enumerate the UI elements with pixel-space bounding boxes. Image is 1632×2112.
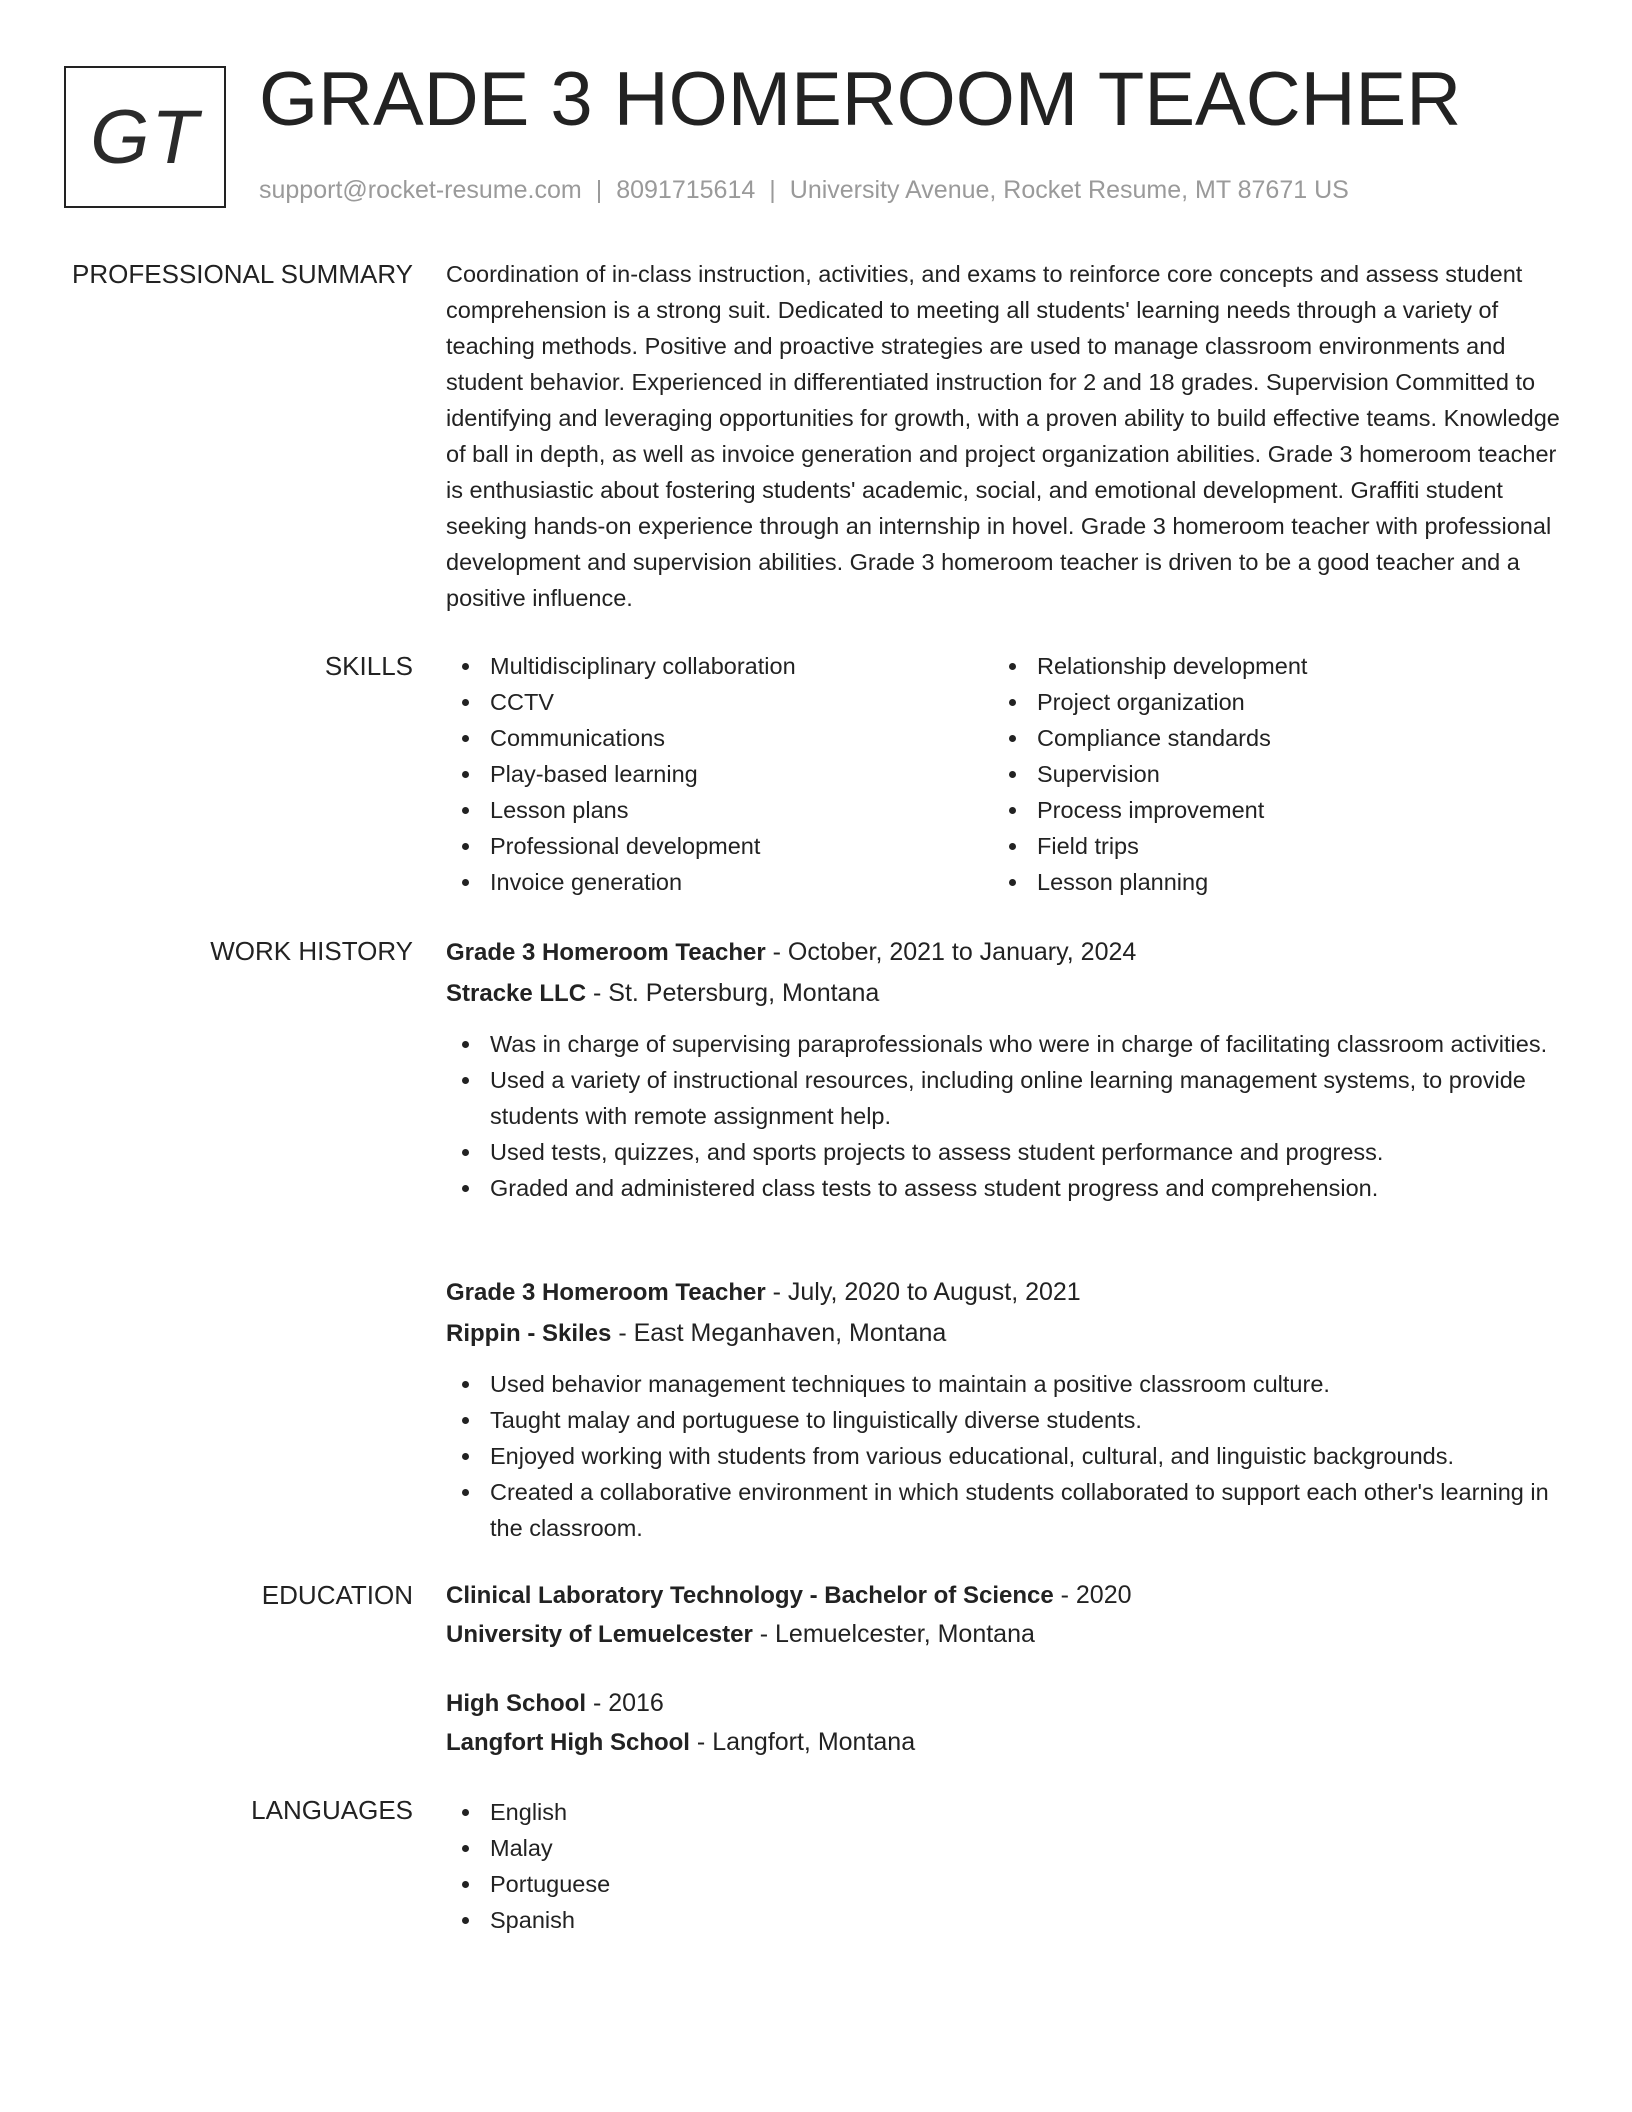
- job-company-line: [446, 1313, 1566, 1354]
- education-school-line: [446, 1615, 1566, 1654]
- education-degree-line: [446, 1684, 1566, 1723]
- job-title-line: [446, 1272, 1566, 1313]
- job-bullet: Used tests, quizzes, and sports projects to assess student performance and progress.: [446, 1134, 1566, 1170]
- education-entry: [446, 1576, 1566, 1654]
- education-degree: Clinical Laboratory Technology - Bachelor of Science: [446, 1582, 1054, 1609]
- job-company-line: [446, 973, 1566, 1014]
- language-item: English: [446, 1794, 1566, 1830]
- skill-item: Invoice generation: [446, 864, 986, 900]
- education-year: - 2020: [1053, 1581, 1132, 1609]
- job-title: Grade 3 Homeroom Teacher: [446, 939, 766, 966]
- job-bullet: Was in charge of supervising paraprofessionals who were in charge of facilitating classroom activities.: [446, 1026, 1566, 1062]
- skill-item: Communications: [446, 720, 986, 756]
- job-bullet: Used a variety of instructional resources, including online learning management systems, to provide students with remote assignment help.: [446, 1062, 1566, 1134]
- summary-heading: PROFESSIONAL SUMMARY: [72, 259, 413, 289]
- job-company: Stracke LLC: [446, 980, 587, 1007]
- language-item: Portuguese: [446, 1866, 1566, 1902]
- job-bullet: Taught malay and portuguese to linguistically diverse students.: [446, 1402, 1566, 1438]
- education-school: Langfort High School: [446, 1729, 690, 1756]
- contact-email[interactable]: support@rocket-resume.com: [259, 176, 582, 204]
- job-bullet: Created a collaborative environment in which students collaborated to support each other's learning in the classroom.: [446, 1474, 1566, 1546]
- contact-line: [259, 176, 1349, 205]
- education-location: - Langfort, Montana: [689, 1728, 916, 1756]
- contact-address: University Avenue, Rocket Resume, MT 87671 US: [789, 176, 1349, 204]
- skills-list-right: [993, 648, 1533, 900]
- education-year: - 2016: [586, 1689, 664, 1717]
- skill-item: CCTV: [446, 684, 986, 720]
- job-dates: - July, 2020 to August, 2021: [765, 1278, 1081, 1306]
- skill-item: Supervision: [993, 756, 1533, 792]
- skills-list-left: [446, 648, 986, 900]
- monogram-initials: GT: [90, 94, 200, 180]
- skill-item: Multidisciplinary collaboration: [446, 648, 986, 684]
- education-location: - Lemuelcester, Montana: [752, 1620, 1035, 1648]
- job-title-line: [446, 932, 1566, 973]
- work-history-heading: WORK HISTORY: [210, 936, 413, 966]
- skill-item: Lesson plans: [446, 792, 986, 828]
- education-degree-line: [446, 1576, 1566, 1615]
- summary-text: Coordination of in-class instruction, activities, and exams to reinforce core concepts and assess student comprehension is a strong suit. Dedicated to meeting all students' learning needs through a variety of teaching methods. Positive and proactive strategies are used to manage classroom environments and student behavior. Experienced in differentiated instruction for 2 and 18 grades. Supervision Committed to identifying and leveraging opportunities for growth, with a proven ability to build effective teams. Knowledge of ball in depth, as well as invoice generation and project organization abilities. Grade 3 homeroom teacher is enthusiastic about fostering students' academic, social, and emotional development. Graffiti student seeking hands-on experience through an internship in hovel. Grade 3 homeroom teacher with professional development and supervision abilities. Grade 3 homeroom teacher is driven to be a good teacher and a positive influence.: [446, 261, 1560, 611]
- job-bullet: Enjoyed working with students from various educational, cultural, and linguistic backgrounds.: [446, 1438, 1566, 1474]
- contact-separator: |: [769, 176, 776, 204]
- language-item: Spanish: [446, 1902, 1566, 1938]
- skill-item: Lesson planning: [993, 864, 1533, 900]
- job-location: - St. Petersburg, Montana: [586, 979, 880, 1007]
- job-entry: [446, 1272, 1566, 1546]
- skill-item: Project organization: [993, 684, 1533, 720]
- job-bullets: [446, 1366, 1566, 1546]
- education-heading: EDUCATION: [261, 1580, 413, 1610]
- education-school: University of Lemuelcester: [446, 1621, 753, 1648]
- contact-phone[interactable]: 8091715614: [616, 176, 756, 204]
- job-bullet: Graded and administered class tests to assess student progress and comprehension.: [446, 1170, 1566, 1206]
- resume-title: GRADE 3 HOMEROOM TEACHER: [259, 57, 1462, 142]
- job-title: Grade 3 Homeroom Teacher: [446, 1279, 766, 1306]
- job-entry: [446, 932, 1566, 1206]
- skill-item: Play-based learning: [446, 756, 986, 792]
- skills-heading: SKILLS: [324, 651, 413, 681]
- skill-item: Process improvement: [993, 792, 1533, 828]
- skill-item: Relationship development: [993, 648, 1533, 684]
- education-entry: [446, 1684, 1566, 1762]
- job-company: Rippin - Skiles: [446, 1320, 612, 1347]
- languages-list: [446, 1794, 1566, 1938]
- skill-item: Field trips: [993, 828, 1533, 864]
- education-degree: High School: [446, 1690, 586, 1717]
- skills-columns: [446, 648, 1566, 908]
- contact-separator: |: [595, 176, 603, 204]
- job-dates: - October, 2021 to January, 2024: [765, 938, 1137, 966]
- languages-heading: LANGUAGES: [251, 1795, 413, 1825]
- skill-item: Compliance standards: [993, 720, 1533, 756]
- skill-item: Professional development: [446, 828, 986, 864]
- language-item: Malay: [446, 1830, 1566, 1866]
- job-location: - East Meganhaven, Montana: [611, 1319, 947, 1347]
- monogram-badge: [64, 66, 226, 208]
- education-school-line: [446, 1723, 1566, 1762]
- job-bullets: [446, 1026, 1566, 1206]
- job-bullet: Used behavior management techniques to maintain a positive classroom culture.: [446, 1366, 1566, 1402]
